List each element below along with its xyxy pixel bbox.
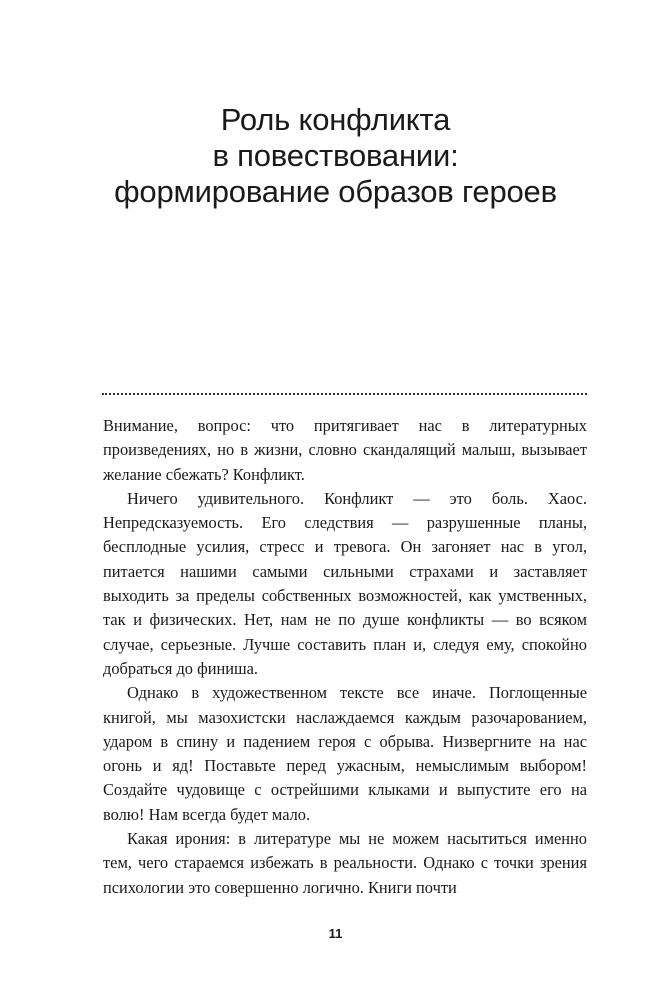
chapter-title-line: Роль конфликта (220, 102, 451, 137)
page-number: 11 (328, 926, 343, 941)
chapter-title-line: формирование образов героев (114, 174, 557, 209)
chapter-title (60, 102, 611, 210)
body-text (103, 414, 587, 900)
paragraph: Внимание, вопрос: что притягивает нас в литературных произведениях, но в жизни, словно скандалящий малыш, вызывает желание сбежать? Конфликт. (103, 416, 587, 484)
chapter-title-line: в повествовании: (212, 138, 459, 173)
paragraph: Ничего удивительного. Конфликт — это боль. Хаос. Непредсказуемость. Его следствия — разрушенные планы, бесплодные усилия, стресс и тревога. Он загоняет нас в угол, питается нашими самыми сильными страхами и заставляет выходить за пределы собственных возможностей, как умственных, так и физических. Нет, нам не по душе конфликты — во всяком случае, серьезные. Лучше составить план и, следуя ему, спокойно добраться до финиша. (103, 488, 587, 678)
paragraph: Однако в художественном тексте все иначе. Поглощенные книгой, мы мазохистски наслаждаемся каждым разочарованием, ударом в спину и падением героя с обрыва. Низвергните на нас огонь и яд! Поставьте перед ужасным, немыслимым выбором! Создайте чудовище с острейшими клыками и выпустите его на волю! Нам всегда будет мало. (103, 683, 587, 824)
dotted-divider (102, 393, 587, 395)
paragraph: Какая ирония: в литературе мы не можем насытиться именно тем, чего стараемся избежать в реальности. Однако с точки зрения психологии это совершенно логично. Книги почти (103, 829, 587, 897)
